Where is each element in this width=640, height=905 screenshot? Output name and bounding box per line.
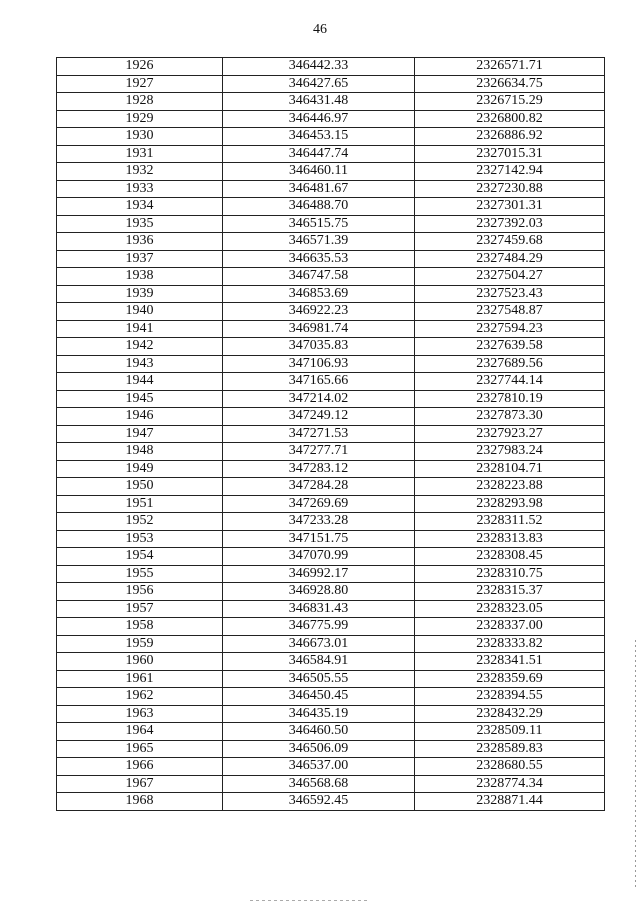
y-coordinate-cell: 2328313.83 bbox=[415, 530, 605, 548]
x-coordinate-cell: 346571.39 bbox=[223, 233, 415, 251]
table-row bbox=[57, 530, 605, 548]
table-row bbox=[57, 268, 605, 286]
point-number-cell: 1958 bbox=[57, 618, 223, 636]
y-coordinate-cell: 2328333.82 bbox=[415, 635, 605, 653]
point-number-cell: 1932 bbox=[57, 163, 223, 181]
point-number-cell: 1953 bbox=[57, 530, 223, 548]
point-number-cell: 1928 bbox=[57, 93, 223, 111]
point-number-cell: 1955 bbox=[57, 565, 223, 583]
table-row bbox=[57, 775, 605, 793]
x-coordinate-cell: 347165.66 bbox=[223, 373, 415, 391]
point-number-cell: 1939 bbox=[57, 285, 223, 303]
y-coordinate-cell: 2327459.68 bbox=[415, 233, 605, 251]
table-row bbox=[57, 338, 605, 356]
point-number-cell: 1930 bbox=[57, 128, 223, 146]
point-number-cell: 1951 bbox=[57, 495, 223, 513]
x-coordinate-cell: 347249.12 bbox=[223, 408, 415, 426]
point-number-cell: 1947 bbox=[57, 425, 223, 443]
page-number: 46 bbox=[313, 22, 327, 37]
x-coordinate-cell: 346481.67 bbox=[223, 180, 415, 198]
table-row bbox=[57, 285, 605, 303]
table-row bbox=[57, 635, 605, 653]
scan-edge-mark bbox=[635, 640, 636, 890]
table-row bbox=[57, 495, 605, 513]
point-number-cell: 1950 bbox=[57, 478, 223, 496]
table-row bbox=[57, 688, 605, 706]
y-coordinate-cell: 2327744.14 bbox=[415, 373, 605, 391]
y-coordinate-cell: 2327810.19 bbox=[415, 390, 605, 408]
table-row bbox=[57, 565, 605, 583]
y-coordinate-cell: 2327523.43 bbox=[415, 285, 605, 303]
coordinates-table bbox=[56, 57, 605, 811]
coordinates-table-body bbox=[57, 58, 605, 811]
point-number-cell: 1959 bbox=[57, 635, 223, 653]
x-coordinate-cell: 347106.93 bbox=[223, 355, 415, 373]
point-number-cell: 1965 bbox=[57, 740, 223, 758]
x-coordinate-cell: 347269.69 bbox=[223, 495, 415, 513]
point-number-cell: 1945 bbox=[57, 390, 223, 408]
y-coordinate-cell: 2328323.05 bbox=[415, 600, 605, 618]
y-coordinate-cell: 2327689.56 bbox=[415, 355, 605, 373]
y-coordinate-cell: 2328311.52 bbox=[415, 513, 605, 531]
y-coordinate-cell: 2327923.27 bbox=[415, 425, 605, 443]
point-number-cell: 1949 bbox=[57, 460, 223, 478]
y-coordinate-cell: 2328308.45 bbox=[415, 548, 605, 566]
y-coordinate-cell: 2328337.00 bbox=[415, 618, 605, 636]
y-coordinate-cell: 2327484.29 bbox=[415, 250, 605, 268]
table-row bbox=[57, 180, 605, 198]
point-number-cell: 1929 bbox=[57, 110, 223, 128]
table-row bbox=[57, 145, 605, 163]
x-coordinate-cell: 346453.15 bbox=[223, 128, 415, 146]
point-number-cell: 1931 bbox=[57, 145, 223, 163]
x-coordinate-cell: 347271.53 bbox=[223, 425, 415, 443]
y-coordinate-cell: 2328315.37 bbox=[415, 583, 605, 601]
point-number-cell: 1962 bbox=[57, 688, 223, 706]
point-number-cell: 1963 bbox=[57, 705, 223, 723]
table-row bbox=[57, 653, 605, 671]
table-row bbox=[57, 618, 605, 636]
y-coordinate-cell: 2326886.92 bbox=[415, 128, 605, 146]
x-coordinate-cell: 346505.55 bbox=[223, 670, 415, 688]
y-coordinate-cell: 2328310.75 bbox=[415, 565, 605, 583]
table-row bbox=[57, 110, 605, 128]
y-coordinate-cell: 2328432.29 bbox=[415, 705, 605, 723]
x-coordinate-cell: 346446.97 bbox=[223, 110, 415, 128]
table-row bbox=[57, 740, 605, 758]
y-coordinate-cell: 2328871.44 bbox=[415, 793, 605, 811]
y-coordinate-cell: 2326800.82 bbox=[415, 110, 605, 128]
table-row bbox=[57, 320, 605, 338]
point-number-cell: 1961 bbox=[57, 670, 223, 688]
x-coordinate-cell: 347151.75 bbox=[223, 530, 415, 548]
x-coordinate-cell: 346568.68 bbox=[223, 775, 415, 793]
table-row bbox=[57, 390, 605, 408]
point-number-cell: 1940 bbox=[57, 303, 223, 321]
point-number-cell: 1933 bbox=[57, 180, 223, 198]
table-row bbox=[57, 303, 605, 321]
x-coordinate-cell: 346460.11 bbox=[223, 163, 415, 181]
table-row bbox=[57, 93, 605, 111]
table-row bbox=[57, 408, 605, 426]
x-coordinate-cell: 346922.23 bbox=[223, 303, 415, 321]
x-coordinate-cell: 346447.74 bbox=[223, 145, 415, 163]
x-coordinate-cell: 346592.45 bbox=[223, 793, 415, 811]
point-number-cell: 1936 bbox=[57, 233, 223, 251]
table-row bbox=[57, 233, 605, 251]
x-coordinate-cell: 346635.53 bbox=[223, 250, 415, 268]
x-coordinate-cell: 346506.09 bbox=[223, 740, 415, 758]
x-coordinate-cell: 346435.19 bbox=[223, 705, 415, 723]
x-coordinate-cell: 347214.02 bbox=[223, 390, 415, 408]
point-number-cell: 1952 bbox=[57, 513, 223, 531]
table-row bbox=[57, 355, 605, 373]
table-row bbox=[57, 443, 605, 461]
x-coordinate-cell: 346427.65 bbox=[223, 75, 415, 93]
table-row bbox=[57, 58, 605, 76]
table-row bbox=[57, 198, 605, 216]
y-coordinate-cell: 2328104.71 bbox=[415, 460, 605, 478]
x-coordinate-cell: 346442.33 bbox=[223, 58, 415, 76]
y-coordinate-cell: 2327504.27 bbox=[415, 268, 605, 286]
y-coordinate-cell: 2328341.51 bbox=[415, 653, 605, 671]
x-coordinate-cell: 346673.01 bbox=[223, 635, 415, 653]
point-number-cell: 1941 bbox=[57, 320, 223, 338]
x-coordinate-cell: 346831.43 bbox=[223, 600, 415, 618]
x-coordinate-cell: 347035.83 bbox=[223, 338, 415, 356]
point-number-cell: 1964 bbox=[57, 723, 223, 741]
point-number-cell: 1926 bbox=[57, 58, 223, 76]
point-number-cell: 1954 bbox=[57, 548, 223, 566]
y-coordinate-cell: 2328394.55 bbox=[415, 688, 605, 706]
table-row bbox=[57, 163, 605, 181]
x-coordinate-cell: 346775.99 bbox=[223, 618, 415, 636]
x-coordinate-cell: 346992.17 bbox=[223, 565, 415, 583]
point-number-cell: 1967 bbox=[57, 775, 223, 793]
point-number-cell: 1938 bbox=[57, 268, 223, 286]
table-row bbox=[57, 215, 605, 233]
x-coordinate-cell: 347233.28 bbox=[223, 513, 415, 531]
x-coordinate-cell: 346460.50 bbox=[223, 723, 415, 741]
table-row bbox=[57, 128, 605, 146]
x-coordinate-cell: 346515.75 bbox=[223, 215, 415, 233]
point-number-cell: 1956 bbox=[57, 583, 223, 601]
x-coordinate-cell: 347283.12 bbox=[223, 460, 415, 478]
x-coordinate-cell: 346488.70 bbox=[223, 198, 415, 216]
point-number-cell: 1946 bbox=[57, 408, 223, 426]
point-number-cell: 1966 bbox=[57, 758, 223, 776]
y-coordinate-cell: 2328774.34 bbox=[415, 775, 605, 793]
x-coordinate-cell: 346450.45 bbox=[223, 688, 415, 706]
table-row bbox=[57, 705, 605, 723]
y-coordinate-cell: 2327015.31 bbox=[415, 145, 605, 163]
y-coordinate-cell: 2328509.11 bbox=[415, 723, 605, 741]
y-coordinate-cell: 2328359.69 bbox=[415, 670, 605, 688]
table-row bbox=[57, 460, 605, 478]
point-number-cell: 1944 bbox=[57, 373, 223, 391]
y-coordinate-cell: 2327301.31 bbox=[415, 198, 605, 216]
y-coordinate-cell: 2327548.87 bbox=[415, 303, 605, 321]
table-row bbox=[57, 478, 605, 496]
y-coordinate-cell: 2327983.24 bbox=[415, 443, 605, 461]
y-coordinate-cell: 2328223.88 bbox=[415, 478, 605, 496]
y-coordinate-cell: 2327873.30 bbox=[415, 408, 605, 426]
point-number-cell: 1934 bbox=[57, 198, 223, 216]
x-coordinate-cell: 346584.91 bbox=[223, 653, 415, 671]
point-number-cell: 1968 bbox=[57, 793, 223, 811]
table-row bbox=[57, 758, 605, 776]
x-coordinate-cell: 347277.71 bbox=[223, 443, 415, 461]
table-row bbox=[57, 373, 605, 391]
point-number-cell: 1943 bbox=[57, 355, 223, 373]
y-coordinate-cell: 2328589.83 bbox=[415, 740, 605, 758]
scan-bottom-mark bbox=[250, 900, 370, 901]
table-row bbox=[57, 75, 605, 93]
y-coordinate-cell: 2326715.29 bbox=[415, 93, 605, 111]
x-coordinate-cell: 346537.00 bbox=[223, 758, 415, 776]
y-coordinate-cell: 2328293.98 bbox=[415, 495, 605, 513]
table-row bbox=[57, 583, 605, 601]
point-number-cell: 1948 bbox=[57, 443, 223, 461]
y-coordinate-cell: 2327230.88 bbox=[415, 180, 605, 198]
x-coordinate-cell: 346747.58 bbox=[223, 268, 415, 286]
table-row bbox=[57, 793, 605, 811]
table-row bbox=[57, 425, 605, 443]
table-row bbox=[57, 548, 605, 566]
x-coordinate-cell: 346853.69 bbox=[223, 285, 415, 303]
y-coordinate-cell: 2326571.71 bbox=[415, 58, 605, 76]
table-row bbox=[57, 250, 605, 268]
y-coordinate-cell: 2326634.75 bbox=[415, 75, 605, 93]
y-coordinate-cell: 2328680.55 bbox=[415, 758, 605, 776]
point-number-cell: 1960 bbox=[57, 653, 223, 671]
table-row bbox=[57, 513, 605, 531]
y-coordinate-cell: 2327594.23 bbox=[415, 320, 605, 338]
x-coordinate-cell: 347284.28 bbox=[223, 478, 415, 496]
x-coordinate-cell: 347070.99 bbox=[223, 548, 415, 566]
point-number-cell: 1942 bbox=[57, 338, 223, 356]
point-number-cell: 1937 bbox=[57, 250, 223, 268]
y-coordinate-cell: 2327392.03 bbox=[415, 215, 605, 233]
point-number-cell: 1927 bbox=[57, 75, 223, 93]
table-row bbox=[57, 723, 605, 741]
y-coordinate-cell: 2327142.94 bbox=[415, 163, 605, 181]
point-number-cell: 1935 bbox=[57, 215, 223, 233]
x-coordinate-cell: 346431.48 bbox=[223, 93, 415, 111]
y-coordinate-cell: 2327639.58 bbox=[415, 338, 605, 356]
x-coordinate-cell: 346928.80 bbox=[223, 583, 415, 601]
point-number-cell: 1957 bbox=[57, 600, 223, 618]
table-row bbox=[57, 670, 605, 688]
table-row bbox=[57, 600, 605, 618]
x-coordinate-cell: 346981.74 bbox=[223, 320, 415, 338]
